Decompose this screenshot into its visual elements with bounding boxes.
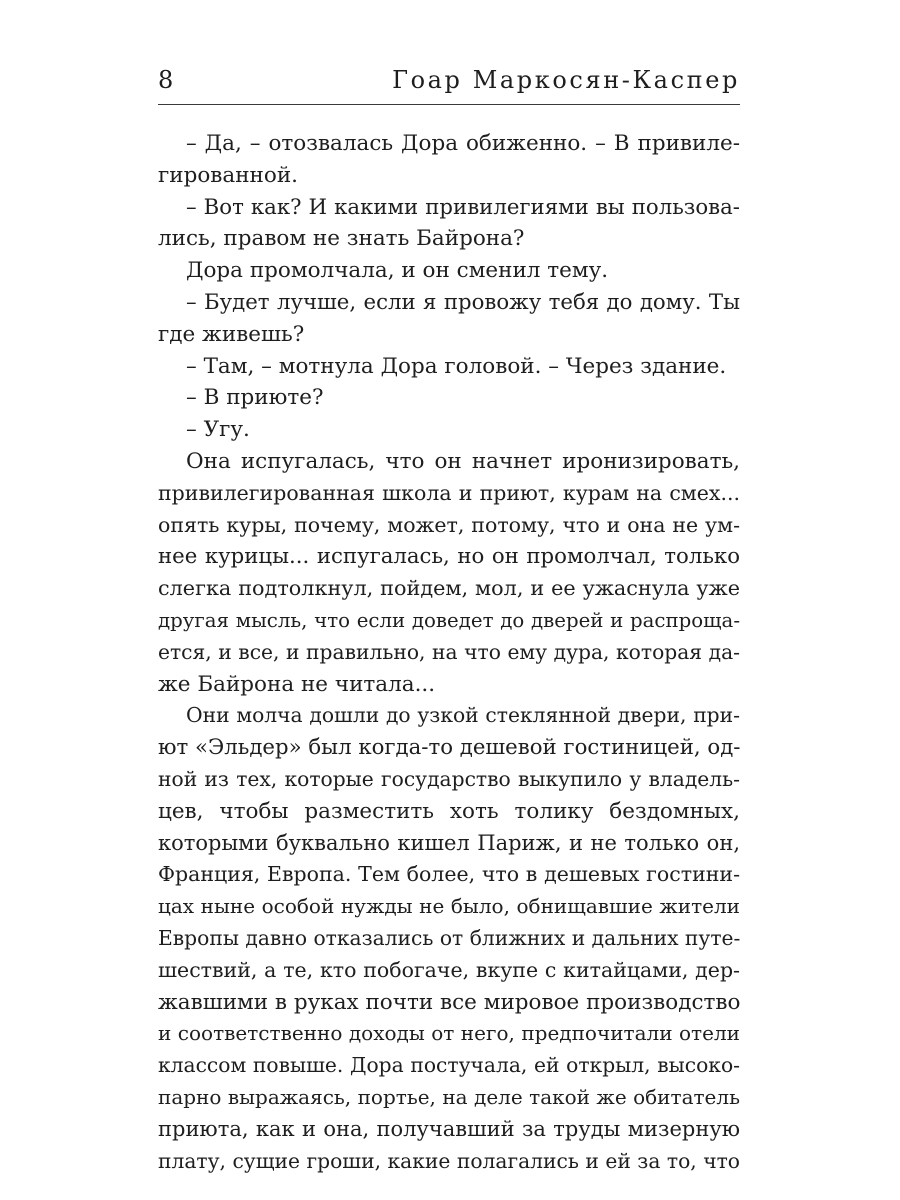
text-line: где живешь?	[158, 321, 305, 347]
running-title: Гоар Маркосян-Каспер	[392, 66, 740, 94]
text-line: гированной.	[158, 162, 298, 188]
text-line: привилегированная школа и приют, курам на смех...	[158, 480, 740, 505]
text-line: и соответственно доходы от него, предпочитали отели	[158, 1021, 740, 1046]
text-line: Европы давно отказались от ближних и дальних путе-	[158, 925, 741, 950]
text-line: шествий, а те, кто побогаче, вкупе с китайцами, дер-	[158, 957, 740, 982]
text-line: ется, и все, и правильно, на что ему дура, которая да-	[158, 639, 740, 664]
text-line: парно выражаясь, портье, на деле такой же обитатель	[158, 1084, 740, 1109]
text-line: – Будет лучше, если я провожу тебя до дому. Ты	[186, 289, 740, 315]
text-line: жавшими в руках почти все мировое производство	[158, 989, 741, 1015]
text-line: которыми буквально кишел Париж, и не только он,	[158, 830, 740, 855]
text-line: Она испугалась, что он начнет иронизировать,	[186, 448, 740, 474]
text-line: ной из тех, которые государство выкупило у владель-	[158, 766, 740, 791]
text-line: – Вот как? И какими привилегиями вы пользова-	[186, 194, 740, 220]
text-line: – Угу.	[186, 417, 250, 443]
text-line: Дора промолчала, и он сменил тему.	[186, 258, 609, 284]
text-line: – Да, – отозвалась Дора обиженно. – В привиле-	[186, 131, 740, 156]
text-line: другая мысль, что если доведет до дверей и распроща-	[158, 608, 740, 632]
text-line: плату, сущие гроши, какие полагались и ей за то, что	[158, 1148, 740, 1173]
text-line: слегка подтолкнул, пойдем, мол, и ее ужаснула уже	[158, 576, 740, 601]
page-number: 8	[158, 66, 175, 94]
text-line: классом повыше. Дора постучала, ей открыл, высоко-	[158, 1053, 740, 1078]
page-header	[158, 64, 740, 105]
text-line: нее курицы... испугалась, но он промолчал, только	[158, 544, 740, 570]
text-line: приюта, как и она, получавший за труды мизерную	[158, 1116, 740, 1141]
text-line: – В приюте?	[186, 385, 324, 411]
text-line: же Байрона не читала...	[158, 671, 436, 697]
text-line: цев, чтобы разместить хоть толику бездомных,	[158, 798, 740, 824]
text-line: Франция, Европа. Тем более, что в дешевых гостини-	[158, 862, 740, 887]
body-text	[158, 128, 740, 1177]
text-line: Они молча дошли до узкой стеклянной двери, при-	[186, 703, 740, 728]
text-line: ют «Эльдер» был когда-то дешевой гостиницей, од-	[158, 735, 741, 761]
text-line: – Там, – мотнула Дора головой. – Через здание.	[186, 353, 727, 379]
text-line: цах ныне особой нужды не было, обнищавшие жители	[158, 894, 740, 919]
text-line: лись, правом не знать Байрона?	[158, 226, 525, 252]
text-line: опять куры, почему, может, потому, что и она не ум-	[158, 512, 740, 537]
